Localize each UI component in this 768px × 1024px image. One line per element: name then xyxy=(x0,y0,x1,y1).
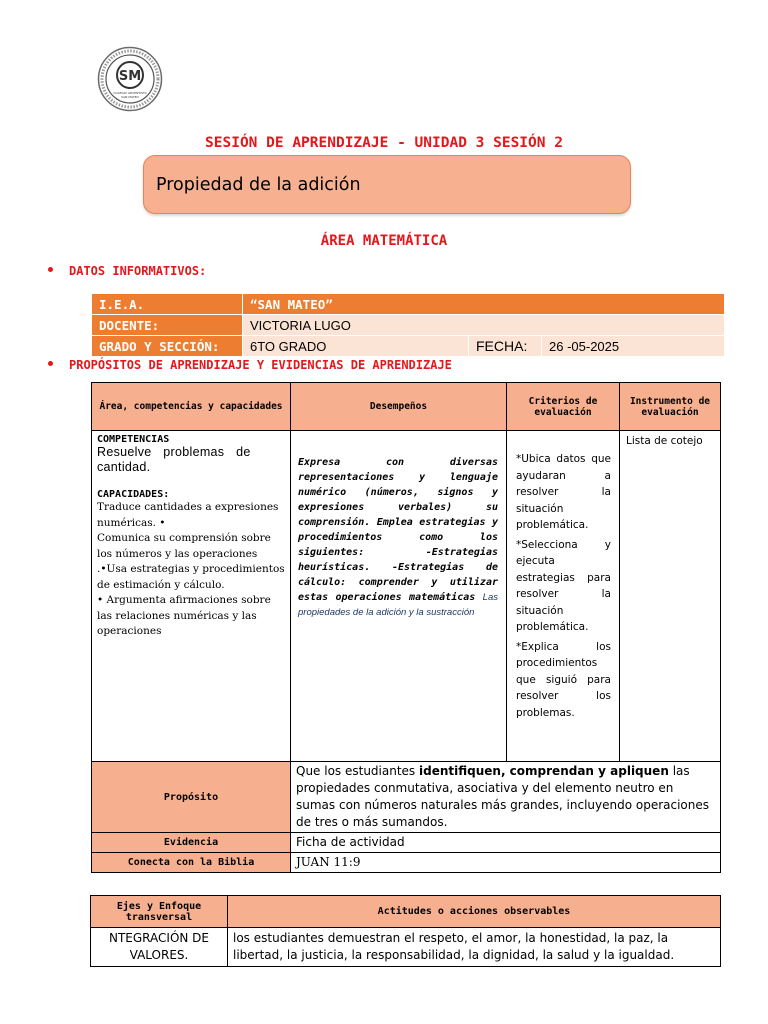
ejes-table xyxy=(90,895,721,967)
competencias-label: COMPETENCIAS xyxy=(97,434,170,445)
capacidades-label: CAPACIDADES: xyxy=(97,489,170,500)
criterio-item: *Ubica datos que ayudaran a resolver la situación problemática. xyxy=(516,453,611,531)
topic-banner xyxy=(143,155,631,214)
section-propositos: PROPÓSITOS DE APRENDIZAJE Y EVIDENCIAS DE APRENDIZAJE xyxy=(48,358,452,372)
ejes-row-left: NTEGRACIÓN DE VALORES. xyxy=(91,928,228,967)
section-datos: DATOS INFORMATIVOS: xyxy=(48,264,206,278)
docente-label: DOCENTE: xyxy=(92,315,243,336)
iea-value: “SAN MATEO” xyxy=(243,294,725,315)
competencias-cell xyxy=(92,431,291,762)
bullet-icon xyxy=(48,361,53,366)
ejes-row-right: los estudiantes demuestran el respeto, el amor, la honestidad, la paz, la libertad, la justicia, la responsabilidad, la dignidad, la salud y la igualdad. xyxy=(228,928,721,967)
instrumento-cell: Lista de cotejo xyxy=(620,431,721,762)
header-criterios: Criterios de evaluación xyxy=(507,383,620,431)
criterios-cell xyxy=(507,431,620,762)
biblia-label: Conecta con la Biblia xyxy=(92,853,291,873)
evidencia-label: Evidencia xyxy=(92,833,291,853)
header-area: Área, competencias y capacidades xyxy=(92,383,291,431)
grado-value: 6TO GRADO xyxy=(243,336,469,357)
ejes-header-right: Actitudes o acciones observables xyxy=(228,896,721,928)
docente-value: VICTORIA LUGO xyxy=(243,315,725,336)
header-desempenos: Desempeños xyxy=(291,383,507,431)
biblia-value: JUAN 11:9 xyxy=(291,853,721,873)
evidencia-value: Ficha de actividad xyxy=(291,833,721,853)
iea-label: I.E.A. xyxy=(92,294,243,315)
svg-text:SAN MATEO: SAN MATEO xyxy=(121,95,139,99)
fecha-label: FECHA: xyxy=(469,336,542,357)
capacidad-item: Traduce cantidades a expresiones numéricas. • xyxy=(97,501,279,529)
capacidad-item: .•Usa estrategias y procedimientos de estimación y cálculo. xyxy=(97,563,285,591)
desempenos-text: Expresa con diversas representaciones y lenguaje numérico (números, signos y expresiones verbales) su comprensión. Emplea estrategias y procedimientos como los siguientes: -Estrategias heurísticas. -Estrategias de cálculo: comprender y utilizar estas operaciones matemáticas xyxy=(298,457,498,603)
desempenos-extra: Las propiedades de la adición y la sustracción xyxy=(298,592,498,618)
desempenos-cell xyxy=(291,431,507,762)
area-title: ÁREA MATEMÁTICA xyxy=(320,233,448,249)
svg-text:COLEGIO ADVENTISTA: COLEGIO ADVENTISTA xyxy=(113,91,147,95)
session-title: SESIÓN DE APRENDIZAJE - UNIDAD 3 SESIÓN 2 xyxy=(205,135,563,151)
proposito-text: Que los estudiantes identifiquen, comprendan y apliquen las propiedades conmutativa, asociativa y del elemento neutro en sumas con números naturales más grandes, incluyendo operaciones de tres o más sumandos. xyxy=(291,762,721,833)
ejes-header-left: Ejes y Enfoque transversal xyxy=(91,896,228,928)
svg-text:SM: SM xyxy=(118,69,142,84)
info-table xyxy=(91,293,725,357)
fecha-value: 26 -05-2025 xyxy=(542,336,725,357)
competencia-text: Resuelve problemas de cantidad. xyxy=(97,445,251,474)
proposito-label: Propósito xyxy=(92,762,291,833)
grado-label: GRADO Y SECCIÓN: xyxy=(92,336,243,357)
purposes-table xyxy=(91,382,721,873)
capacidad-item: Comunica su comprensión sobre los números y las operaciones xyxy=(97,532,271,560)
capacidad-item: • Argumenta afirmaciones sobre las relaciones numéricas y las operaciones xyxy=(97,594,271,637)
header-instrumento: Instrumento de evaluación xyxy=(620,383,721,431)
criterio-item: *Explica los procedimientos que siguió para resolver los problemas. xyxy=(516,640,611,719)
topic-title: Propiedad de la adición xyxy=(156,175,361,195)
school-logo xyxy=(97,46,163,112)
bullet-icon xyxy=(48,267,53,272)
criterio-item: *Selecciona y ejecuta estrategias para resolver la situación problemática. xyxy=(516,538,611,633)
